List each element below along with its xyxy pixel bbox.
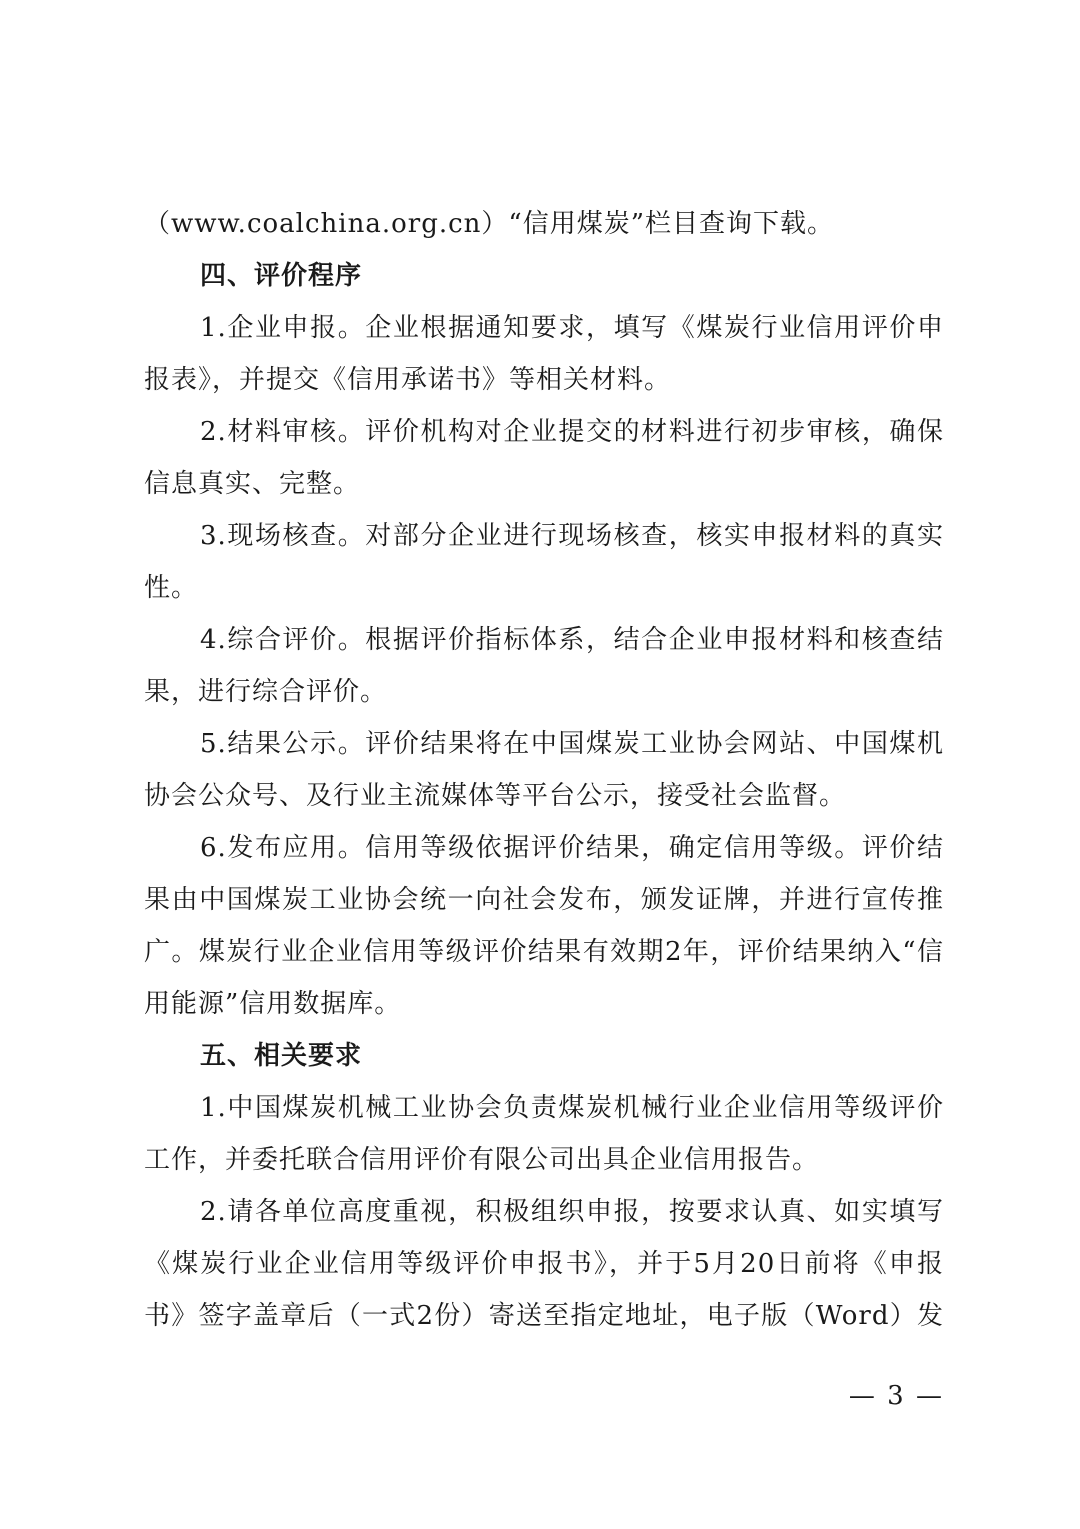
paragraph-line: 用能源”信用数据库。 — [144, 989, 402, 1019]
paragraph-line: 1.中国煤炭机械工业协会负责煤炭机械行业企业信用等级评价 — [200, 1093, 944, 1123]
paragraph-line: 5.结果公示。评价结果将在中国煤炭工业协会网站、中国煤机 — [200, 729, 944, 759]
paragraph-line: 报表》，并提交《信用承诺书》等相关材料。 — [144, 365, 672, 395]
text-line-website-reference: （www.coalchina.org.cn）“信用煤炭”栏目查询下载。 — [144, 209, 834, 239]
section-heading-related-requirements: 五、相关要求 — [200, 1041, 363, 1071]
paragraph-line: 广。煤炭行业企业信用等级评价结果有效期2年，评价结果纳入“信 — [144, 937, 944, 967]
paragraph-line: 6.发布应用。信用等级依据评价结果，确定信用等级。评价结 — [200, 833, 944, 863]
paragraph-line: 2.请各单位高度重视，积极组织申报，按要求认真、如实填写 — [200, 1197, 944, 1227]
paragraph-line: 2.材料审核。评价机构对企业提交的材料进行初步审核，确保 — [200, 417, 944, 447]
paragraph-line: 4.综合评价。根据评价指标体系，结合企业申报材料和核查结 — [200, 625, 944, 655]
paragraph-line: 果，进行综合评价。 — [144, 677, 388, 707]
paragraph-line: 1.企业申报。企业根据通知要求，填写《煤炭行业信用评价申 — [200, 313, 944, 343]
paragraph-line: 协会公众号、及行业主流媒体等平台公示，接受社会监督。 — [144, 781, 847, 811]
paragraph-line: 果由中国煤炭工业协会统一向社会发布，颁发证牌，并进行宣传推 — [144, 885, 944, 915]
paragraph-line: 3.现场核查。对部分企业进行现场核查，核实申报材料的真实 — [200, 521, 944, 551]
section-heading-evaluation-procedure: 四、评价程序 — [200, 261, 363, 291]
paragraph-line: 书》签字盖章后（一式2份）寄送至指定地址，电子版（Word）发 — [144, 1301, 944, 1331]
paragraph-line: 性。 — [144, 573, 199, 603]
paragraph-line: 信息真实、完整。 — [144, 469, 361, 499]
paragraph-line: 《煤炭行业企业信用等级评价申报书》，并于5月20日前将《申报 — [144, 1249, 944, 1279]
document-body — [144, 198, 944, 1342]
page-number: — 3 — — [848, 1381, 944, 1411]
paragraph-line: 工作，并委托联合信用评价有限公司出具企业信用报告。 — [144, 1145, 820, 1175]
